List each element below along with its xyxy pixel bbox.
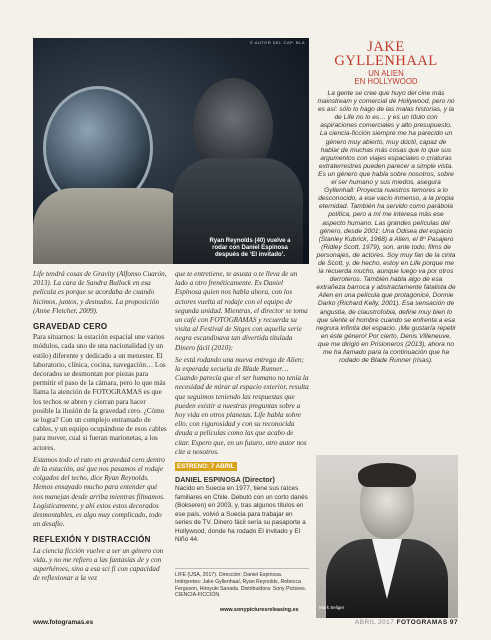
astronaut-suit	[33, 188, 193, 264]
sidebar-subtitle-line2: EN HOLLYWOOD	[354, 77, 418, 86]
portrait-photo	[316, 455, 458, 618]
paragraph: Para situarnos: la estación espacial une varios módulos, cada uno de una nacionalidad (y un estilo) diferente y dedicado a un menester. El laboratorio, clínica, cocina, navegación… Los decorados se desmontan por piezas para permitir el paso de la cámara, pero lo que más llama la atención de FOTOGRAMAS es que los techos se abren y cierran para hacer posible la ilusión de la gravedad cero. ¿Cómo se logra? Con un complejo entramado de cables, y un equipo ocupándose de esos cables para mover, cual si fueran marionetas, a los actores.	[33, 333, 167, 452]
sidebar-subtitle-line1: UN ALIEN	[368, 69, 404, 78]
film-info-box: LIFE (USA, 2017). Dirección: Daniel Espinosa. Intérpretes: Jake Gyllenhaal, Ryan Reynolds, Rebecca Ferguson, Hiroyuki Sanada. Distribuidora: Sony Pictures. CIENCIA-FICCIÓN.	[175, 568, 309, 599]
footer-issue	[355, 619, 458, 626]
paragraph: Life tendrá cosas de Gravity (Alfonso Cuarón, 2013). La cara de Sandra Bullock en esa película es porque se acordaba de cuando hicimos, juntos, y desnudos. La proposición (Anne Fletcher, 2009).	[33, 270, 167, 315]
article-column-2	[175, 270, 309, 544]
sidebar-title	[316, 40, 456, 68]
main-photo	[33, 38, 309, 264]
footer-issue-date: ABRIL 2017	[355, 619, 395, 626]
section-heading: REFLEXIÓN Y DISTRACCIÓN	[33, 535, 151, 545]
portrait-hair	[358, 463, 416, 487]
paragraph: que te entretiene, te asusta o te lleva de un lado a otro frenéticamente. Es Daniel Espinosa quien nos habla ahora, con los actores vuelta al rodaje con el equipo de segunda unidad. Mientras, el director se toma un café con FOTOGRAMAS y recuerda su visita al Festival de Sitges con aquella serie negra escandinava tan divertida titulada Dinero fácil (2010):	[175, 270, 308, 352]
photo-credit: © AUTOR DEL CAP. BLA	[249, 40, 305, 45]
sidebar-subtitle	[316, 70, 456, 86]
portrait-credit: Mark Seliger	[319, 605, 345, 610]
sidebar-text: La gente se cree que huyo del cine más mainstream y comercial de Hollywood, pero no es así: sólo lo hago de las malas historias, y la de Life no lo es… y es un título con aspiraciones comerciales y alto presupuesto. La ciencia-ficción siempre me ha parecido un género muy abierto, muy dúctil, capaz de hablar de muchas más cosas que lo que sus argumentos con viajes espaciales o criaturas extraterrestres pueden parecer a simple vista. Es un género que habla sobre nosotros, sobre el ser humano y sus miedos, asegura Gyllenhall: Proyecta nuestros temores a lo desconocido, a ese vacío inmenso, a la propia eternidad. También ha servido como parábola política, pero a mí me interesa más ese aspecto humano. Las grandes películas del género, desde 2001: Una Odisea del espacio (Stanley Kubrick, 1968) a Alien, el 8º Pasajero (Ridley Scott, 1979), son, ante todo, films de personajes, de actores. Soy muy fan de la cinta de Scott, y, de hecho, estoy en Life porque me la recuerda mucho, aunque luego va por otros derroteros. También habla algo de esa extrañeza barroca y abstractamente fatalista de Alien en una película que protagonicé, Donnie Darko (Richard Kelly, 2001). Esa sensación de angustia, de claustrofobia, define muy bien lo que siente el hombre cuando se enfrenta a esa negrura infinita del espacio. ¡Me gustaría repetir en este género! Por cierto, Denis Villeneuve, que me dirigió en Prisioneros (2013), ahora no me ha llamado para la continuación que ha rodado de Blade Runner (risas).	[316, 90, 457, 365]
footer-page-number: 97	[449, 619, 458, 626]
paragraph: La ciencia ficción vuelve a ser un género con vida, y no me refiero a las fantasías de y con superhéroes, sino a esa sci fi con capacidad de reflexionar a la vez	[33, 546, 164, 583]
article-column-1	[33, 270, 167, 587]
director-bio: Nacido en Suecia en 1977, tiene sus raíces familiares en Chile. Debutó con un corto danés (Bokseren) en 2003, y, tras algunos títulos en ese país, volvió a Suecia para trabajar en series de TV. Dinero fácil sería su pasaporte a Hollywood, donde ha rodado El invitado y El Niño 44.	[175, 485, 308, 543]
director-heading: DANIEL ESPINOSA (Director)	[175, 475, 275, 485]
quote-paragraph: Se está rodando una nueva entrega de Alien; la esperada secuela de Blade Runner… Cuando parecía que el ser humano no tenía la necesidad de mirar al espacio exterior, resulta que seguimos teniendo las respuestas que pueden existir a nuestras preguntas sobre a hoy vida en otros planetas. Life habla sobre ello, con rigurosidad y con su reconocida deuda a películas como las que acabo de citar. Espero que, en un futuro, otro autor nos cite a nosotros.	[175, 355, 309, 456]
photo-caption: Ryan Reynolds (40) vuelve a rodar con Daniel Espinosa después de ‘El invitado’.	[209, 238, 291, 259]
quote-paragraph: Estamos todo el rato en gravedad cero dentro de la estación, así que nos pasamos el rodaje colgados del techo, dice Ryan Reynolds. Hemos ensayado mucho para entender qué nos manejan desde arriba mientras filmamos. Logísticamente, y ahí estos estos decorados desmontables, es algo muy complicado, todo un desafío.	[33, 455, 165, 529]
footer-magazine: FOTOGRAMAS	[396, 619, 448, 626]
footer-website[interactable]: www.fotogramas.es	[33, 619, 94, 626]
release-date-badge: ESTRENO: 7 ABRIL	[177, 463, 235, 471]
sidebar-title-line1: JAKE	[367, 39, 405, 55]
sidebar-title-line2: GYLLENHAAL	[334, 53, 438, 69]
distributor-link[interactable]: www.sonypicturesreleasing.es	[220, 607, 299, 613]
section-heading: GRAVEDAD CERO	[33, 322, 108, 332]
